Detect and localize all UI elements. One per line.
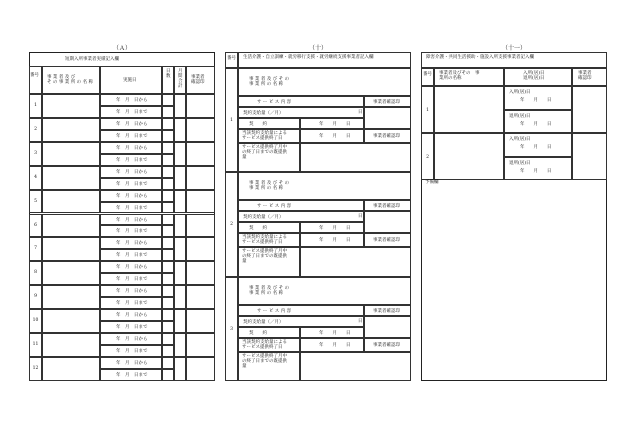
monthly-total-field[interactable] [174, 118, 186, 142]
row-no: 7 [29, 237, 42, 261]
move-in-date: 年 月 日 [520, 98, 552, 103]
row-no: 3 [29, 142, 42, 166]
days-field[interactable] [162, 142, 174, 154]
confirm-stamp[interactable] [364, 107, 411, 129]
panel-a-label: （Ａ） [112, 45, 131, 52]
days-field[interactable] [162, 225, 174, 237]
service-label: サ ー ビ ス 内 容 [238, 96, 364, 107]
days-field[interactable] [162, 345, 174, 357]
panel-11-header-no: 番号 [421, 68, 434, 86]
company-field[interactable] [42, 237, 100, 261]
panel-11-notes: 予備欄 [425, 180, 439, 185]
panel-a-title: 短期入所事業者実績記入欄 [65, 57, 119, 62]
date-to: 年 月 日まで [100, 202, 162, 214]
confirm-stamp[interactable] [186, 237, 215, 261]
company-name: 事 業 者 及 び そ の 事 業 所 の 名 称 [238, 277, 411, 305]
company-field[interactable] [42, 166, 100, 190]
confirm-stamp[interactable] [572, 86, 607, 133]
confirm-stamp[interactable] [186, 309, 215, 333]
service-label: サ ー ビ ス 内 容 [238, 200, 364, 211]
confirm-stamp[interactable] [186, 94, 215, 118]
block-no: 2 [225, 172, 238, 276]
header-monthly-total: 月 間 合 計 [174, 66, 186, 94]
days-field[interactable] [162, 369, 174, 381]
row-no: 5 [29, 190, 42, 214]
company-field[interactable] [42, 190, 100, 214]
row-no: 10 [29, 309, 42, 333]
company-field[interactable] [434, 133, 504, 180]
company-field[interactable] [42, 142, 100, 166]
days-field[interactable] [162, 309, 174, 321]
used-label: サービス提供終了月中 の終了日までの既提供 量 [238, 143, 300, 172]
contract-amount: 契約支給量（／月） [238, 211, 364, 222]
company-field[interactable] [434, 86, 504, 133]
row-no: 6 [29, 214, 42, 238]
header-company: 事 業 者 及 び そ の 事 業 所 の 名 称 [42, 66, 100, 94]
confirm-stamp[interactable] [186, 118, 215, 142]
monthly-total-field[interactable] [174, 166, 186, 190]
row-no: 12 [29, 357, 42, 381]
row-no: 1 [29, 94, 42, 118]
monthly-total-field[interactable] [174, 309, 186, 333]
end-date: 年 月 日 [300, 129, 364, 143]
date-from: 年 月 日から [100, 261, 162, 273]
company-field[interactable] [42, 94, 100, 118]
date-from: 年 月 日から [100, 142, 162, 154]
move-in-label: 入所(居)日 [504, 86, 572, 110]
move-out-date: 年 月 日 [520, 121, 552, 127]
date-to: 年 月 日まで [100, 154, 162, 166]
confirm-stamp[interactable] [186, 333, 215, 357]
days-field[interactable] [162, 118, 174, 130]
days-field[interactable] [162, 214, 174, 226]
confirm-stamp[interactable] [186, 142, 215, 166]
date-to: 年 月 日まで [100, 345, 162, 357]
date-from: 年 月 日から [100, 166, 162, 178]
date-from: 年 月 日から [100, 357, 162, 369]
contract-unit: 日 [358, 318, 363, 324]
row-no: 2 [421, 133, 434, 180]
row-no: 8 [29, 261, 42, 285]
end-date: 年 月 日 [300, 338, 364, 352]
company-field[interactable] [42, 309, 100, 333]
row-no: 11 [29, 333, 42, 357]
row-no: 9 [29, 285, 42, 309]
header-days: 日 数 [162, 66, 174, 94]
date-from: 年 月 日から [100, 309, 162, 321]
confirm-label: 事業者確認印 [364, 200, 411, 211]
panel-10-no-header: 番号 [225, 52, 238, 68]
notes-divider [421, 179, 607, 180]
monthly-total-field[interactable] [174, 94, 186, 118]
days-field[interactable] [162, 202, 174, 214]
date-to: 年 月 日まで [100, 249, 162, 261]
contract-unit: 日 [358, 214, 363, 220]
company-field[interactable] [42, 261, 100, 285]
days-field[interactable] [162, 333, 174, 345]
confirm-stamp[interactable] [186, 285, 215, 309]
used-field[interactable] [300, 143, 411, 172]
confirm-stamp[interactable] [572, 133, 607, 180]
confirm-label: 事業者確認印 [364, 129, 411, 143]
confirm-stamp[interactable] [186, 357, 215, 381]
row-no: 2 [29, 118, 42, 142]
panel-11-header-inout: 入所(居)日 退所(居)日 [504, 68, 572, 86]
used-field[interactable] [300, 247, 411, 276]
confirm-stamp[interactable] [186, 190, 215, 214]
date-to: 年 月 日まで [100, 297, 162, 309]
date-from: 年 月 日から [100, 333, 162, 345]
days-field[interactable] [162, 261, 174, 273]
used-label: サービス提供終了月中 の終了日までの既提供 量 [238, 247, 300, 276]
date-to: 年 月 日まで [100, 225, 162, 237]
confirm-label: 事業者確認印 [364, 338, 411, 352]
monthly-total-field[interactable] [174, 333, 186, 357]
days-field[interactable] [162, 285, 174, 297]
end-date-label: 当該契約支給量による サービス提供終了日 [238, 233, 300, 247]
row-no: 1 [421, 86, 434, 133]
days-field[interactable] [162, 154, 174, 166]
panel-11-header-company: 事業者及びその 事 業所の名称 [434, 68, 504, 86]
days-field[interactable] [162, 106, 174, 118]
days-field[interactable] [162, 249, 174, 261]
date-to: 年 月 日まで [100, 130, 162, 142]
date-to: 年 月 日まで [100, 106, 162, 118]
end-date-label: 当該契約支給量による サービス提供終了日 [238, 129, 300, 143]
days-field[interactable] [162, 166, 174, 178]
days-field[interactable] [162, 94, 174, 106]
row-no: 4 [29, 166, 42, 190]
block-no: 1 [225, 68, 238, 172]
monthly-total-field[interactable] [174, 142, 186, 166]
contract-unit: 日 [358, 110, 363, 115]
confirm-label: 事業者確認印 [364, 305, 411, 316]
block-no: 3 [225, 277, 238, 381]
end-date: 年 月 日 [300, 233, 364, 247]
contract-date: 年 月 日 [300, 222, 364, 233]
days-field[interactable] [162, 237, 174, 249]
confirm-stamp[interactable] [364, 316, 411, 338]
company-field[interactable] [42, 214, 100, 238]
contract-amount: 契約支給量（／月） [238, 107, 364, 118]
panel-11-header-confirm: 事業者 確認印 [572, 68, 607, 86]
date-to: 年 月 日まで [100, 273, 162, 285]
days-field[interactable] [162, 190, 174, 202]
date-from: 年 月 日から [100, 237, 162, 249]
date-to: 年 月 日まで [100, 321, 162, 333]
date-from: 年 月 日から [100, 285, 162, 297]
days-field[interactable] [162, 130, 174, 142]
confirm-stamp[interactable] [186, 214, 215, 238]
company-name: 事 業 者 及 び そ の 事 業 所 の 名 称 [238, 68, 411, 96]
contract-amount: 契約支給量（／月） [238, 316, 364, 327]
company-field[interactable] [42, 357, 100, 381]
used-label: サービス提供終了月中 の終了日までの既提供 量 [238, 352, 300, 381]
date-from: 年 月 日から [100, 190, 162, 202]
date-from: 年 月 日から [100, 118, 162, 130]
contract-date: 年 月 日 [300, 327, 364, 338]
company-field[interactable] [42, 333, 100, 357]
days-field[interactable] [162, 273, 174, 285]
monthly-total-field[interactable] [174, 261, 186, 285]
days-field[interactable] [162, 297, 174, 309]
company-name: 事 業 者 及 び そ の 事 業 所 の 名 称 [238, 172, 411, 200]
monthly-total-field[interactable] [174, 357, 186, 381]
end-date-label: 当該契約支給量による サービス提供終了日 [238, 338, 300, 352]
header-confirm: 事業者 確認印 [186, 66, 215, 94]
confirm-stamp[interactable] [364, 211, 411, 233]
days-field[interactable] [162, 321, 174, 333]
move-in-date: 年 月 日 [520, 145, 552, 150]
contract-date-label: 契 約 [238, 222, 300, 233]
panel-10-title: 生活介護・自立訓練・就労移行支援・就労継続支援事業者記入欄 [238, 52, 411, 68]
days-field[interactable] [162, 178, 174, 190]
date-from: 年 月 日から [100, 94, 162, 106]
confirm-stamp[interactable] [186, 166, 215, 190]
date-to: 年 月 日まで [100, 369, 162, 381]
company-field[interactable] [42, 118, 100, 142]
monthly-total-field[interactable] [174, 190, 186, 214]
header-no: 番号 [29, 66, 42, 94]
monthly-total-field[interactable] [174, 214, 186, 238]
panel-11-title: 障害介護・共同生活援助・施設入所支援事業者記入欄 [421, 52, 607, 68]
move-in-label: 入所(居)日 [504, 133, 572, 157]
date-from: 年 月 日から [100, 214, 162, 226]
company-field[interactable] [42, 285, 100, 309]
service-label: サ ー ビ ス 内 容 [238, 305, 364, 316]
header-date: 実施日 [100, 66, 162, 94]
contract-date-label: 契 約 [238, 118, 300, 129]
confirm-label: 事業者確認印 [364, 96, 411, 107]
move-out-date: 年 月 日 [520, 168, 552, 174]
date-to: 年 月 日まで [100, 178, 162, 190]
used-field[interactable] [300, 352, 411, 381]
confirm-label: 事業者確認印 [364, 233, 411, 247]
panel-10-label: （十） [308, 45, 327, 52]
move-out-label: 退所(居)日 [504, 157, 572, 181]
monthly-total-field[interactable] [174, 285, 186, 309]
move-out-label: 退所(居)日 [504, 110, 572, 134]
confirm-stamp[interactable] [186, 261, 215, 285]
days-field[interactable] [162, 357, 174, 369]
panel-11-label: （十一） [501, 45, 526, 52]
contract-date: 年 月 日 [300, 118, 364, 129]
contract-date-label: 契 約 [238, 327, 300, 338]
monthly-total-field[interactable] [174, 237, 186, 261]
